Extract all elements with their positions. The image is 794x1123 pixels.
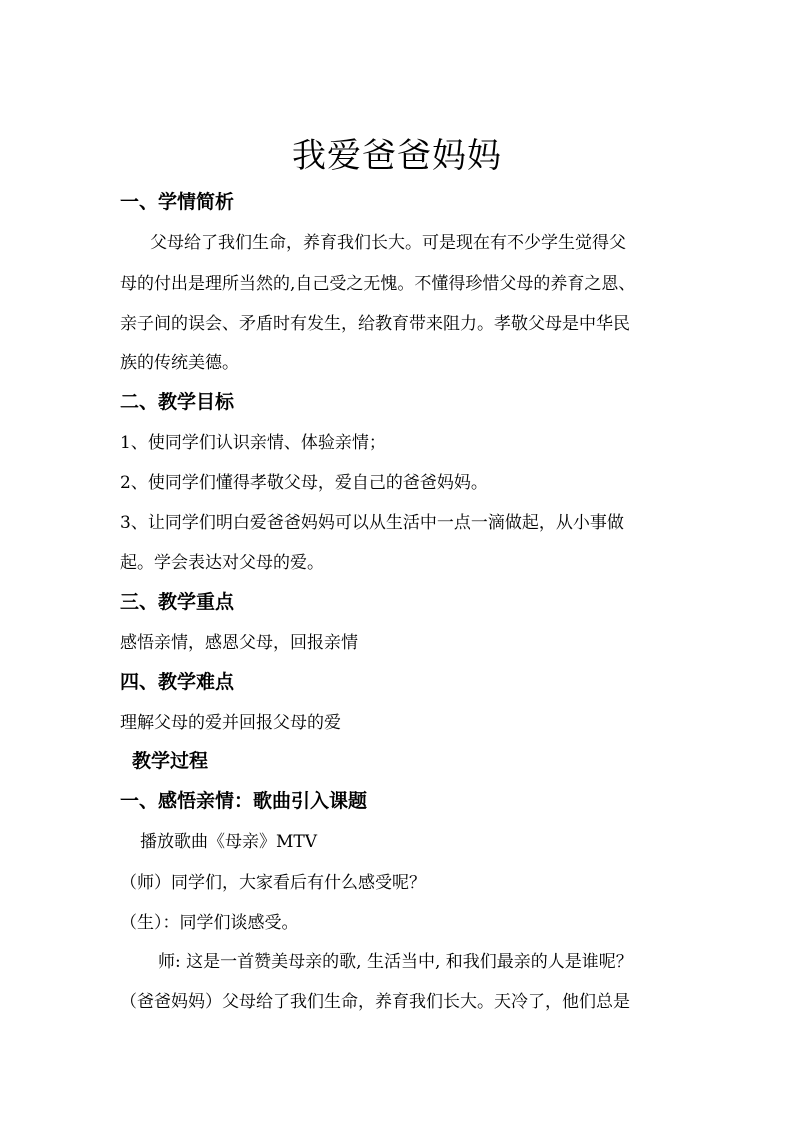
- paragraph-line: 父母给了我们生命，养育我们长大。可是现在有不少学生觉得父: [150, 233, 626, 253]
- paragraph-line: 播放歌曲《母亲》MTV: [140, 832, 318, 852]
- list-item: 1、使同学们认识亲情、体验亲情；: [120, 433, 386, 453]
- paragraph-line: 亲子间的误会、矛盾时有发生，给教育带来阻力。孝敬父母是中华民: [120, 314, 630, 334]
- list-item: 3、让同学们明白爱爸爸妈妈可以从生活中一点一滴做起，从小事做: [120, 513, 624, 533]
- list-item: 起。学会表达对父母的爱。: [120, 553, 324, 573]
- heading-teaching-process: 教学过程: [132, 750, 209, 772]
- heading-teaching-goals: 二、教学目标: [120, 391, 235, 413]
- paragraph-line: （师）同学们，大家看后有什么感受呢？: [120, 873, 426, 893]
- paragraph-line: 感悟亲情，感恩父母，回报亲情: [120, 633, 358, 653]
- heading-situation-analysis: 一、学情简析: [120, 191, 235, 213]
- paragraph-line: 师: 这是一首赞美母亲的歌, 生活当中, 和我们最亲的人是谁呢？: [158, 952, 633, 972]
- paragraph-line: 理解父母的爱并回报父母的爱: [120, 713, 341, 733]
- paragraph-line: （生）：同学们谈感受。: [120, 913, 299, 933]
- heading-step-one: 一、感悟亲情：歌曲引入课题: [120, 790, 368, 812]
- paragraph-line: 族的传统美德。: [120, 353, 239, 373]
- heading-difficulties: 四、教学难点: [120, 671, 235, 693]
- paragraph-line: （爸爸妈妈）父母给了我们生命，养育我们长大。天冷了，他们总是: [120, 992, 630, 1012]
- document-title: 我爱爸爸妈妈: [292, 136, 502, 176]
- paragraph-line: 母的付出是理所当然的,自己受之无愧。不懂得珍惜父母的养育之恩、: [120, 274, 636, 294]
- heading-key-points: 三、教学重点: [120, 591, 235, 613]
- list-item: 2、使同学们懂得孝敬父母，爱自己的爸爸妈妈。: [120, 473, 488, 493]
